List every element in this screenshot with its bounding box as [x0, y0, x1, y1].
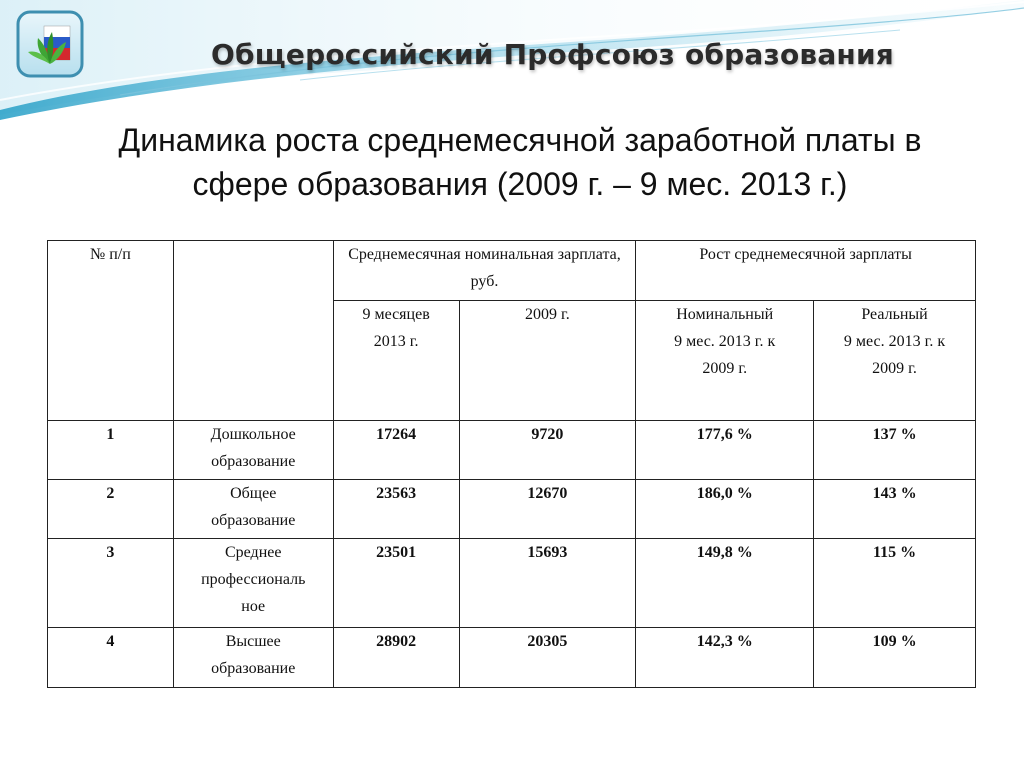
row-salary-2013: 23563 — [333, 480, 459, 539]
table-row — [48, 421, 976, 480]
row-name — [173, 539, 333, 628]
subheader-real-line-1: Реальный — [861, 306, 928, 323]
table-row — [48, 480, 976, 539]
row-salary-2009: 20305 — [459, 628, 636, 688]
subheader-nominal-line-1: Номинальный — [676, 306, 774, 323]
row-name — [173, 421, 333, 480]
table-header-row — [48, 241, 976, 301]
row-name-line-3: ное — [241, 598, 266, 615]
header-number: № п/п — [48, 241, 174, 421]
row-salary-2009: 12670 — [459, 480, 636, 539]
row-name-line-2: образование — [211, 660, 296, 677]
row-nominal-growth: 186,0 % — [636, 480, 814, 539]
row-number: 1 — [48, 421, 174, 480]
row-name-line-2: профессиональ — [201, 571, 306, 588]
subheader-nominal-line-2: 9 мес. 2013 г. к — [674, 333, 776, 350]
table-row — [48, 628, 976, 688]
subheader-9-months-line-1: 9 месяцев — [362, 306, 430, 323]
header-name — [173, 241, 333, 421]
subheader-real-line-2: 9 мес. 2013 г. к — [843, 333, 946, 350]
subheader-2009: 2009 г. — [459, 301, 636, 421]
row-name-line-2: образование — [211, 512, 296, 529]
row-number: 2 — [48, 480, 174, 539]
subheader-real — [814, 301, 976, 421]
subheader-nominal — [636, 301, 814, 421]
row-real-growth: 115 % — [814, 539, 976, 628]
row-name-line-1: Общее — [230, 485, 277, 502]
subheader-9-months-line-2: 2013 г. — [373, 333, 419, 350]
subheader-real-line-3: 2009 г. — [872, 360, 917, 377]
row-salary-2009: 15693 — [459, 539, 636, 628]
slide-title-line-2: сфере образования (2009 г. – 9 мес. 2013 г.) — [192, 166, 848, 202]
row-nominal-growth: 177,6 % — [636, 421, 814, 480]
row-name-line-2: образование — [211, 453, 296, 470]
union-logo — [14, 8, 86, 80]
row-salary-2013: 23501 — [333, 539, 459, 628]
row-salary-2013: 28902 — [333, 628, 459, 688]
row-real-growth: 137 % — [814, 421, 976, 480]
row-name-line-1: Среднее — [224, 544, 282, 561]
header-growth: Рост среднемесячной зарплаты — [636, 241, 976, 301]
row-name — [173, 480, 333, 539]
subheader-9-months-2013 — [333, 301, 459, 421]
row-nominal-growth: 142,3 % — [636, 628, 814, 688]
slide-title-line-1: Динамика роста среднемесячной заработной платы в — [118, 122, 922, 158]
salary-table — [47, 240, 976, 688]
row-name — [173, 628, 333, 688]
row-number: 3 — [48, 539, 174, 628]
row-name-line-1: Высшее — [225, 633, 281, 650]
row-real-growth: 143 % — [814, 480, 976, 539]
row-salary-2009: 9720 — [459, 421, 636, 480]
subheader-nominal-line-3: 2009 г. — [702, 360, 748, 377]
organization-title: Общероссийский Профсоюз образования — [211, 38, 894, 71]
row-number: 4 — [48, 628, 174, 688]
row-nominal-growth: 149,8 % — [636, 539, 814, 628]
slide-title — [60, 118, 980, 206]
row-salary-2013: 17264 — [333, 421, 459, 480]
header-salary: Среднемесячная номинальная зарплата, руб. — [333, 241, 636, 301]
row-name-line-1: Дошкольное — [210, 426, 296, 443]
row-real-growth: 109 % — [814, 628, 976, 688]
table-row — [48, 539, 976, 628]
